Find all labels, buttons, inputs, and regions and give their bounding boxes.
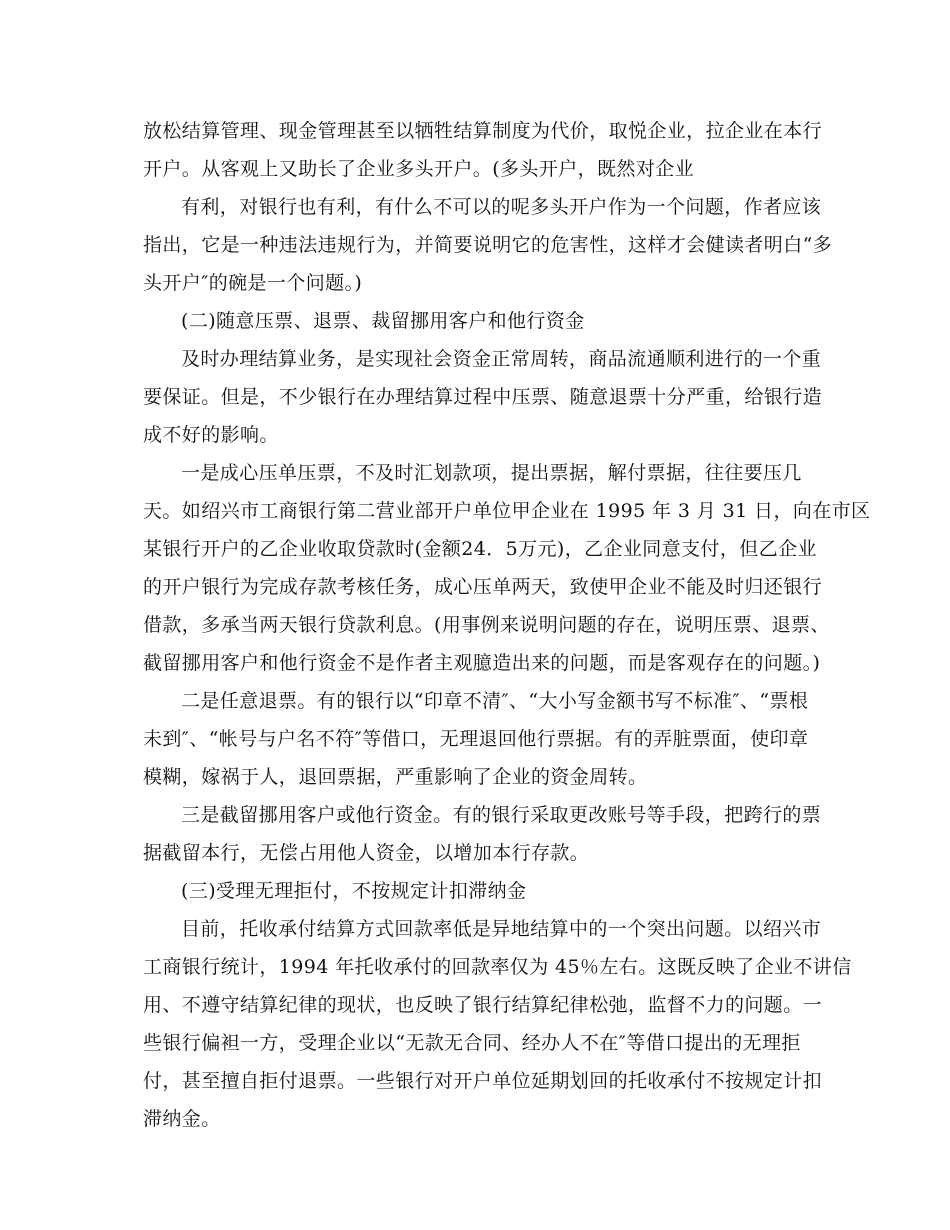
text-line: 用、不遵守结算纪律的现状，也反映了银行结算纪律松弛，监督不力的问题。一	[143, 994, 823, 1016]
text-line: 指出，它是一种违法违规行为，并简要说明它的危害性，这样才会健读者明白“多	[143, 234, 833, 256]
text-line: 工商银行统计，1994 年托收承付的回款率仅为 45％左右。这既反映了企业不讲信	[143, 956, 852, 978]
document-body	[143, 112, 871, 1138]
text-line: 及时办理结算业务，是实现社会资金正常周转，商品流通顺利进行的一个重	[181, 348, 822, 370]
text-line: 的开户银行为完成存款考核任务，成心压单两天，致使甲企业不能及时归还银行	[143, 576, 823, 598]
text-line: 头开户″的碗是一个问题。)	[143, 272, 363, 294]
text-line: 未到″、“帐号与户名不符″等借口，无理退回他行票据。有的弄脏票面，使印章	[143, 728, 809, 750]
text-line: 开户。从客观上又助长了企业多头开户。(多头开户，既然对企业	[143, 158, 695, 180]
text-line: 要保证。但是，不少银行在办理结算过程中压票、随意退票十分严重，给银行造	[143, 386, 823, 408]
text-line: (三)受理无理拒付，不按规定计扣滞纳金	[181, 880, 527, 902]
text-line: 放松结算管理、现金管理甚至以牺牲结算制度为代价，取悦企业，拉企业在本行	[143, 120, 823, 142]
text-line: 付，甚至擅自拒付退票。一些银行对开户单位延期划回的托收承付不按规定计扣	[143, 1070, 823, 1092]
text-line: 三是截留挪用客户或他行资金。有的银行采取更改账号等手段，把跨行的票	[181, 804, 822, 826]
text-line: 某银行开户的乙企业收取贷款时(金额24．5万元)，乙企业同意支付，但乙企业	[143, 538, 817, 560]
text-line: 一是成心压单压票，不及时汇划款项，提出票据，解付票据，往往要压几	[181, 462, 802, 484]
text-line: 有利，对银行也有利，有什么不可以的呢多头开户作为一个问题，作者应该	[181, 196, 822, 218]
text-line: 滞纳金。	[143, 1108, 221, 1130]
text-line: (二)随意压票、退票、裁留挪用客户和他行资金	[181, 310, 585, 332]
text-line: 些银行偏袒一方，受理企业以“无款无合同、经办人不在″等借口提出的无理拒	[143, 1032, 801, 1054]
text-line: 借款，多承当两天银行贷款利息。(用事例来说明问题的存在，说明压票、退票、	[143, 614, 830, 636]
text-line: 模糊，嫁祸于人，退回票据，严重影响了企业的资金周转。	[143, 766, 648, 788]
text-line: 据截留本行，无偿占用他人资金，以增加本行存款。	[143, 842, 590, 864]
text-line: 目前，托收承付结算方式回款率低是异地结算中的一个突出问题。以绍兴市	[181, 918, 822, 940]
text-line: 天。如绍兴市工商银行第二营业部开户单位甲企业在 1995 年 3 月 31 日，向在市区	[143, 500, 871, 522]
text-line: 截留挪用客户和他行资金不是作者主观臆造出来的问题，而是客观存在的问题。)	[143, 652, 821, 674]
text-line: 二是任意退票。有的银行以“印章不清″、“大小写金额书写不标准″、“票根	[181, 690, 809, 712]
text-line: 成不好的影响。	[143, 424, 279, 446]
